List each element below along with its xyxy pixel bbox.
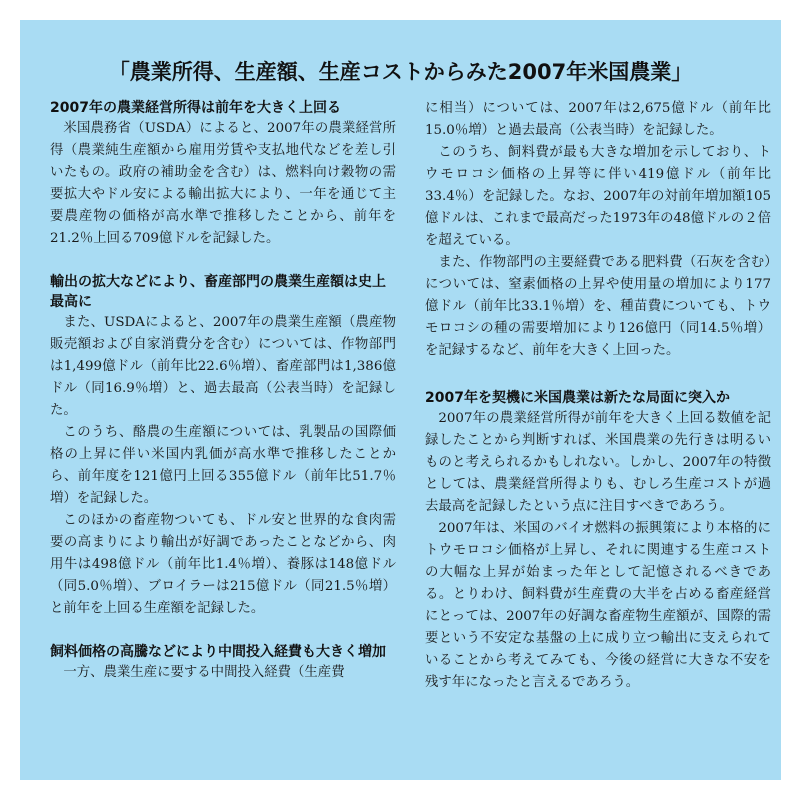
section-heading-livestock: 輸出の拡大などにより、畜産部門の農業生産額は史上最高に (50, 274, 386, 310)
paragraph: また、作物部門の主要経費である肥料費（石灰を含む）については、窒素価格の上昇や使用量の増加により177億ドル（前年比33.1％増）を、種苗費についても、トウモロコシの種の需要増加により126億円（同14.5％増）を記録するなど、前年を大きく上回った。 (425, 255, 771, 358)
section-heading-new-phase: 2007年を契機に米国農業は新たな局面に突入か (425, 390, 730, 406)
section-heading-income: 2007年の農業経営所得は前年を大きく上回る (50, 100, 341, 116)
paragraph: 2007年の農業経営所得が前年を大きく上回る数値を記録したことから判断すれば、米国農業の先行きは明るいものと考えられるかもしれない。しかし、2007年の特徴としては、農業経営所得よりも、むしろ生産コストが過去最高を記録したという点に注目すべきであろう。 (425, 411, 771, 514)
paragraph: このうち、酪農の生産額については、乳製品の国際価格の上昇に伴い米国内乳価が高水準で推移したことから、前年度を121億円上回る355億ドル（前年比51.7％増）を記録した。 (50, 425, 396, 506)
article-panel (20, 20, 781, 780)
paragraph: 2007年は、米国のバイオ燃料の振興策により本格的にトウモロコシ価格が上昇し、それに関連する生産コストの大幅な上昇が始まった年として記憶されるべきである。とりわけ、飼料費が生産費の大半を占める畜産経営にとっては、2007年の好調な畜産物生産額が、国際的需要という不安定な基盤の上に成り立つ輸出に支えられていることから考えてみても、今後の経営に大きな不安を残す年になったと言えるであろう。 (425, 521, 771, 690)
left-column (50, 98, 396, 684)
paragraph: 一方、農業生産に要する中間投入経費（生産費 (63, 665, 345, 680)
section-heading-input-costs: 飼料価格の高騰などにより中間投入経費も大きく増加 (50, 644, 386, 660)
paragraph: に相当）については、2007年は2,675億ドル（前年比15.0％増）と過去最高（公表当時）を記録した。 (425, 101, 771, 138)
paragraph: 米国農務省（USDA）によると、2007年の農業経営所得（農業純生産額から雇用労賃や支払地代などを差し引いたもの。政府の補助金を含む）は、燃料向け穀物の需要拡大やドル安による輸出拡大により、一年を通じて主要農産物の価格が高水準で推移したことから、前年を21.2％上回る709億ドルを記録した。 (50, 121, 396, 246)
paragraph: このほかの畜産物ついても、ドル安と世界的な食肉需要の高まりにより輸出が好調であったことなどから、肉用牛は498億ドル（前年比1.4％増）、養豚は148億ドル（同5.0％増）、ブロイラーは215億ドル（同21.5％増）と前年を上回る生産額を記録した。 (50, 513, 396, 616)
paragraph: このうち、飼料費が最も大きな増加を示しており、トウモロコシ価格の上昇等に伴い419億ドル（前年比33.4％）を記録した。なお、2007年の対前年増加額105億ドルは、これまで最高だった1973年の48億ドルの２倍を超えている。 (425, 145, 771, 248)
paragraph: また、USDAによると、2007年の農業生産額（農産物販売額および自家消費分を含む）については、作物部門は1,499億ドル（前年比22.6％増）、畜産部門は1,386億ドル（同16.9％増）と、過去最高（公表当時）を記録した。 (50, 315, 396, 418)
article-title: 「農業所得、生産額、生産コストからみた2007年米国農業」 (108, 60, 693, 84)
right-column (425, 98, 771, 694)
